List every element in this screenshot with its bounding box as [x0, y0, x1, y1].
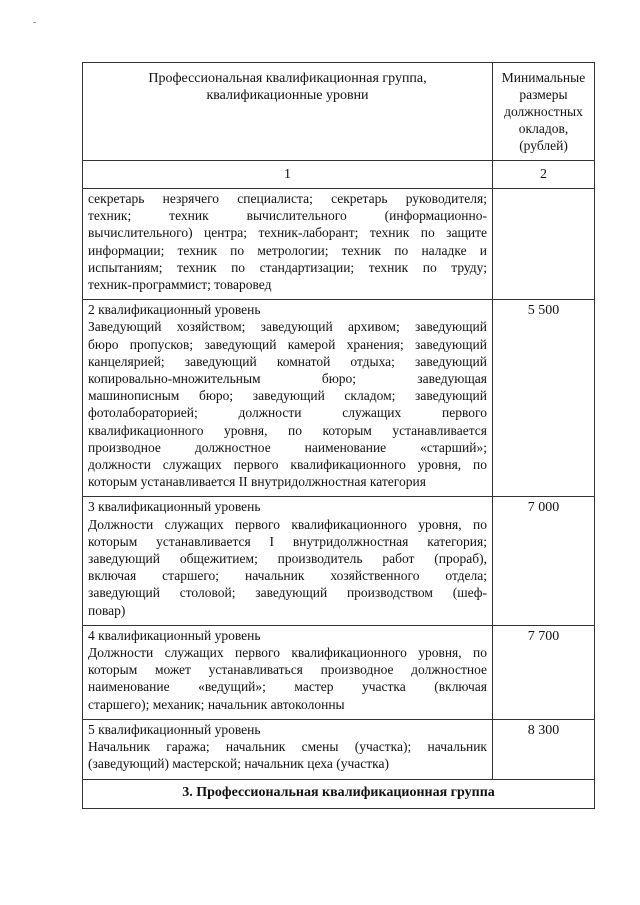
table-row [83, 719, 595, 779]
qualification-level: 4 квалификационный уровень [88, 627, 261, 643]
salary-value: 7 000 [493, 497, 595, 625]
description-line: канцелярией; заведующий комнатой отдыха; заведующий [88, 353, 487, 369]
salary-table [82, 62, 595, 809]
table-body [83, 189, 595, 780]
salary-value [493, 189, 595, 300]
description-line: квалификационного уровня, по которым устанавливается [88, 422, 487, 438]
description-line: секретарь незрячего специалиста; секретарь руководителя; [88, 191, 487, 206]
table-row [83, 497, 595, 625]
position-description [83, 189, 493, 300]
description-line: которым устанавливается I внутридолжностная категория; [88, 533, 487, 549]
position-description [83, 625, 493, 719]
description-line: Должности служащих первого квалификационного уровня, по [88, 645, 487, 661]
salary-value: 7 700 [493, 625, 595, 719]
header-row [83, 63, 595, 161]
column-number-1: 1 [83, 161, 493, 189]
column-number-2: 2 [493, 161, 595, 189]
qualification-level: 2 квалификационный уровень [88, 302, 261, 318]
description-line: фотолабораторией; должности служащих первого [88, 405, 487, 421]
position-description [83, 497, 493, 625]
description-line: производное должностное наименование «старший»; [88, 439, 487, 455]
description-line: включая старшего; начальник хозяйственного отдела; [88, 568, 487, 584]
description-line: испытаниям; техник по стандартизации; техник по труду; [88, 259, 487, 275]
group-heading-row [83, 779, 595, 808]
description-line: бюро пропусков; заведующий камерой хранения; заведующий [88, 336, 487, 352]
qualification-level: 3 квалификационный уровень [88, 499, 261, 515]
description-line: техник; техник вычислительного (информационно- [88, 208, 487, 224]
column-number-row [83, 161, 595, 189]
description-line: Заведующий хозяйством; заведующий архивом; заведующий [88, 319, 487, 335]
header-qualification-group: Профессиональная квалификационная группа, квалификационные уровни [83, 63, 493, 161]
description-line: которым устанавливается II внутридолжностная категория [88, 474, 426, 490]
table-row [83, 625, 595, 719]
description-line: техник-программист; товаровед [88, 277, 272, 293]
description-line: заведующий общежитием; производитель работ (прораб), [88, 551, 487, 567]
description-line: машинописным бюро; заведующий складом; заведующий [88, 388, 487, 404]
salary-value: 5 500 [493, 300, 595, 497]
description-line: которым может устанавливаться производное должностное [88, 662, 487, 678]
description-line: наименование «ведущий»; мастер участка (включая [88, 679, 487, 695]
description-line: информации; техник по метрологии; техник по наладке и [88, 242, 487, 258]
description-line: (заведующий) мастерской; начальник цеха (участка) [88, 756, 389, 772]
description-line: копировально-множительным бюро; заведующая [88, 371, 487, 387]
position-description [83, 719, 493, 779]
description-line: должности служащих первого квалификационного уровня, по [88, 457, 487, 473]
qualification-level: 5 квалификационный уровень [88, 721, 261, 737]
description-line: Начальник гаража; начальник смены (участка); начальник [88, 739, 487, 755]
description-line: повар) [88, 602, 126, 618]
description-line: заведующий столовой; заведующий производством (шеф- [88, 585, 487, 601]
scan-mark [33, 22, 36, 23]
description-line: старшего); механик; начальник автоколонны [88, 696, 345, 712]
salary-value: 8 300 [493, 719, 595, 779]
description-line: Должности служащих первого квалификационного уровня, по [88, 516, 487, 532]
position-description [83, 300, 493, 497]
header-min-salary: Минимальные размеры должностных окладов, (рублей) [493, 63, 595, 161]
table-row [83, 300, 595, 497]
group-heading: 3. Профессиональная квалификационная группа [83, 779, 595, 808]
table-row [83, 189, 595, 300]
description-line: вычислительного) центра; техник-лаборант; техник по защите [88, 225, 487, 241]
